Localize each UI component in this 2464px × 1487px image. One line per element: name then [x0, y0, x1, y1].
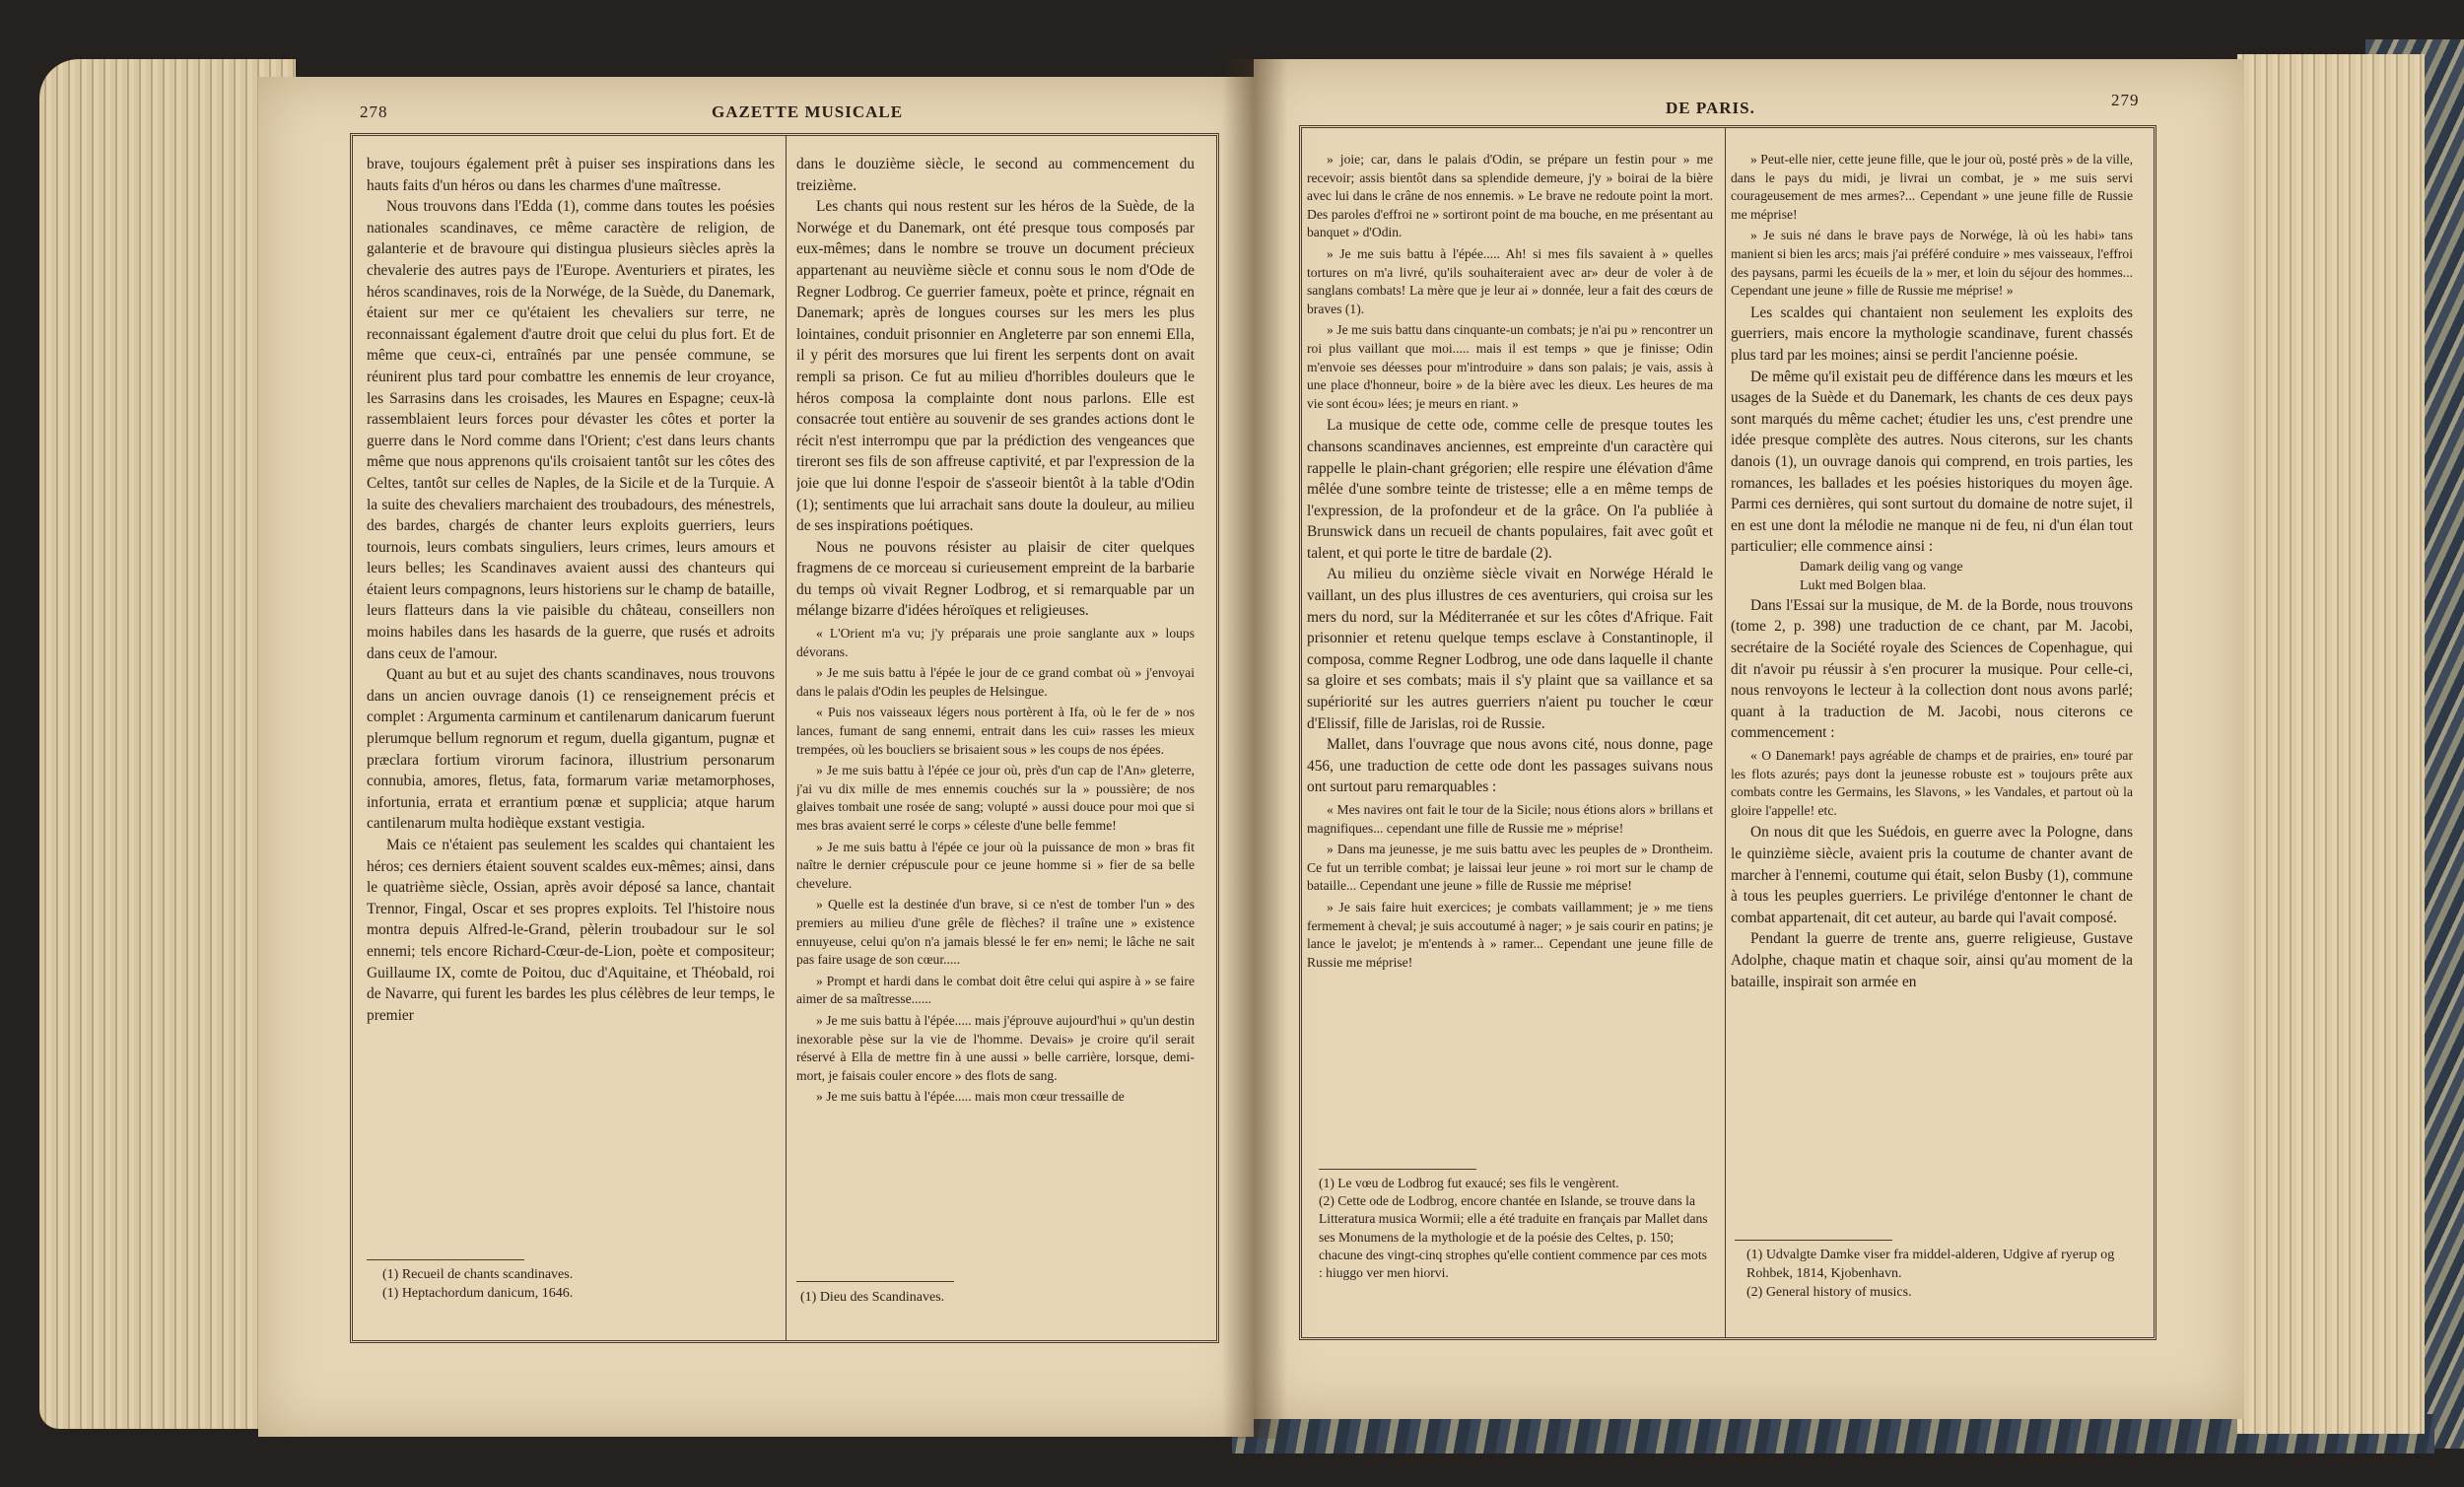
quotation-paragraph: » Peut-elle nier, cette jeune fille, que le jour où, posté près » de la ville, dans le pays du midi, je livrai un combat, je » me suis servi courageusement de mes armes?... Cependant » une jeune fille de Russie me méprise!: [1731, 152, 2133, 222]
left-running-head: GAZETTE MUSICALE: [712, 102, 904, 121]
paragraph: Dans l'Essai sur la musique, de M. de la Borde, nous trouvons (tome 2, p. 398) une traduction de ce chant, par M. Jacobi, secrétaire de la Société royale des Sciences de Copenhague, qui dit n'avoir pu réussir à s'en procurer la musique. Pour celle-ci, nous renvoyons le lecteur à la collection dont nous avons parlé; quant à la traduction de M. Jacobi, nous citerons ce commencement :: [1731, 596, 2133, 742]
quotation-paragraph: » Je me suis battu à l'épée le jour de ce grand combat où » j'envoyai dans le palais d'Odin les peuples de Helsingue.: [796, 665, 1195, 699]
paragraph: Pendant la guerre de trente ans, guerre religieuse, Gustave Adolphe, chaque matin et chaque soir, ainsi qu'au moment de la bataille, inspirait son armée en: [1731, 930, 2133, 990]
paragraph: Mallet, dans l'ouvrage que nous avons cité, nous donne, page 456, une traduction de cette ode dont les passages suivans nous ont surtout paru remarquables :: [1307, 736, 1713, 796]
quotation-paragraph: « Puis nos vaisseaux légers nous portèrent à Ifa, où le fer de » nos lances, fumant de sang ennemi, entrait dans les cui» rasses les mieux trempées, où les boucliers se brisaient sous » les coups de nos épées.: [796, 705, 1195, 757]
right-page-number: 279: [2111, 91, 2140, 109]
paragraph: Nous trouvons dans l'Edda (1), comme dans toutes les poésies nationales scandinaves, ce même caractère de religion, de galanterie et de bravoure qui distingua plusieurs siècles après la chevalerie des autres pays de l'Europe. Aventuriers et pirates, les héros scandinaves, rois de la Norwége, de la Suède, du Danemark, étaient sur mer ce qu'étaient les chevaliers sur terre, ne reconnaissant également d'autre droit que celui du plus fort. Et de même que ceux-ci, entraînés par une pensée commune, se réunirent plus tard pour combattre les ennemis de leur croyance, les Sarrasins dans les croisades, les Maures en Espagne; ceux-là rassemblaient leurs forces pour dévaster les côtes et porter la guerre dans le Nord comme dans l'Orient; c'est dans leurs chants même que nous apprenons qu'ils croisaient tantôt sur les côtes des Celtes, tantôt sur celles de Naples, de la Sicile et de la Turquie. A la suite des chevaliers marchaient des troubadours, des ménestrels, des bardes, chargés de chanter leurs exploits guerriers, leurs tournois, leurs combats singuliers, leurs crimes, leurs amours et leurs belles; les Scandinaves avaient aussi des chanteurs qui étaient leurs compagnons, leurs historiens sur le champ de bataille, leurs flatteurs dans la vie paisible du château, conseillers non moins habiles dans les hasards de la guerre, que rusés et adroits dans ceux de l'amour.: [367, 198, 775, 662]
left-page-column-1-footnotes: [382, 1265, 777, 1303]
quotation-paragraph: » joie; car, dans le palais d'Odin, se prépare un festin pour » me recevoir; assis bientôt dans sa splendide demeure, j'y » boirai de la bière avec lui dans le crâne de nos ennemis. » Le brave ne redoute point la mort. Des paroles d'effroi ne » sortiront point de ma bouche, en me présentant au banquet » d'Odin.: [1307, 152, 1713, 240]
paragraph: Les chants qui nous restent sur les héros de la Suède, de la Norwége et du Danemark, ont été presque tous composés par eux-mêmes; dans le nombre se trouve un document précieux appartenant au neuvième siècle et connu sous le nom d'Ode de Regner Lodbrog. Ce guerrier fameux, poète et prince, régnait en Danemark; après de longues courses sur les mers les plus lointaines, conduit prisonnier en Angleterre par son ennemi Ella, il y périt des morsures que lui firent les serpents dont on avait rempli sa prison. Ce fut au milieu d'horribles douleurs que le héros composa la complainte dont nous parlons. Elle est consacrée tout entière au souvenir de ses grandes actions dont le récit n'est interrompu que par la prédiction des vengeances que tireront ses fils de son affreuse captivité, et par l'expression de la joie que lui donne l'espoir de s'asseoir bientôt à la table d'Odin (1); sentiments que lui arrachait sans doute la douleur, au milieu de ses inspirations poétiques.: [796, 198, 1195, 535]
footnote: (1) Udvalgte Damke viser fra middel-alderen, Udgive af ryerup og Rohbek, 1814, Kjobenhavn.: [1746, 1248, 2115, 1281]
right-column-rule: [1725, 128, 1726, 1337]
quotation-paragraph: » Je me suis battu dans cinquante-un combats; je n'ai pu » rencontrer un roi plus vaillant que moi..... mais il est temps » que je finisse; Odin m'envoie ses déesses pour m'introduire » dans son palais; je vais, assis à une place d'honneur, boire » de la bière avec les dieux. Les heures de ma vie sont écou» lées; je meurs en riant. »: [1307, 322, 1713, 411]
quotation-paragraph: » Je me suis battu à l'épée ce jour où la puissance de mon » bras fit naître le dernier crépuscule pour ce jeune homme si » fier de sa belle chevelure.: [796, 839, 1195, 891]
paragraph: De même qu'il existait peu de différence dans les mœurs et les usages de la Suède et du Danemark, les chants de ces deux pays sont marqués du même cachet; étudier les uns, c'est prendre une idée presque complète des autres. Nous citerons, sur les chants danois (1), un ouvrage danois qui comprend, en trois parties, les romances, les ballades et les poésies historiques du moyen âge. Parmi ces dernières, qui sont surtout du domaine de notre sujet, il en est une dont la mélodie ne manque ni de feu, ni d'un élan tout particulier; elle commence ainsi :: [1731, 368, 2133, 556]
right-page-column-1: [1307, 148, 1713, 1163]
paragraph: Nous ne pouvons résister au plaisir de citer quelques fragmens de ce morceau si curieusement empreint de la barbarie du temps où vivait Regner Lodbrog, et si remarquable par un mélange bizarre d'idées héroïques et religieuses.: [796, 538, 1195, 620]
quotation-paragraph: « Mes navires ont fait le tour de la Sicile; nous étions alors » brillans et magnifiques... cependant une fille de Russie me » méprise!: [1307, 802, 1713, 836]
quotation-paragraph: » Je suis né dans le brave pays de Norwége, là où les habi» tans manient si bien les arcs; mais j'ai préféré conduire » mes vaisseaux, l'effroi des paysans, parmi les écueils de la » mer, et loin du séjour des hommes... Cependant une jeune » fille de Russie me méprise! »: [1731, 228, 2133, 299]
left-page-column-2-footnotes: [800, 1288, 1195, 1307]
paragraph: dans le douzième siècle, le second au commencement du treizième.: [796, 156, 1195, 194]
verse-line: Damark deilig vang og vange: [1800, 559, 1963, 575]
left-page-column-2: [796, 154, 1195, 1277]
footnote: (1) Dieu des Scandinaves.: [800, 1290, 945, 1305]
left-page-stack-edge: [39, 59, 296, 1429]
paragraph: Les scaldes qui chantaient non seulement les exploits des guerriers, mais encore la mythologie scandinave, furent chassés plus tard par les moines; ainsi se perdit l'ancienne poésie.: [1731, 304, 2133, 364]
footnote-rule: [1735, 1240, 1892, 1241]
paragraph: Au milieu du onzième siècle vivait en Norwége Hérald le vaillant, un des plus illustres de ces aventuriers, qui croisa sur les mers du nord, sur la Méditerranée et sur les côtes d'Afrique. Fait prisonnier et retenu quelque temps esclave à Constantinople, il composa, comme Regner Lodbrog, une ode dans laquelle il chante sa gloire et ses combats; mais il s'y plaint que sa vaillance et sa supériorité sur les autres guerriers n'aient pu toucher le cœur d'Elissif, fille de Jarislas, roi de Russie.: [1307, 566, 1713, 732]
left-page-number: 278: [360, 102, 388, 121]
footnote-rule: [1319, 1169, 1476, 1170]
footnote: (2) General history of musics.: [1746, 1285, 1912, 1300]
quotation-paragraph: » Prompt et hardi dans le combat doit être celui qui aspire à » se faire aimer de sa maîtresse......: [796, 973, 1195, 1007]
footnote-rule: [367, 1259, 524, 1260]
paragraph: Quant au but et au sujet des chants scandinaves, nous trouvons dans un ancien ouvrage danois (1) ce renseignement précis et complet : Argumenta carminum et cantilenarum danicarum fuerunt plerumque bellum regnorum et regum, duella gigantum, pugnæ et præclara fortium virorum facinora, illustrium personarum connubia, amores, fletus, fata, formarum variæ metamorphoses, infortunia, errata et errantium pœnæ et supplicia; atque harum cantilenarum multa hodièque exstant vestigia.: [367, 666, 775, 833]
book-gutter: [1222, 59, 1287, 1439]
quotation-paragraph: « L'Orient m'a vu; j'y préparais une proie sanglante aux » loups dévorans.: [796, 626, 1195, 659]
footnote: (1) Heptachordum danicum, 1646.: [382, 1286, 574, 1301]
left-column-rule: [786, 136, 787, 1340]
quotation-paragraph: « O Danemark! pays agréable de champs et de prairies, en» touré par les flots azurés; pays dont la jeunesse robuste est » toujours prête aux combats contre les Germains, les Slavons, » les Vandales, et partout où la gloire l'appelle! etc.: [1731, 748, 2133, 818]
footnote: (1) Le vœu de Lodbrog fut exaucé; ses fils le vengèrent.: [1319, 1176, 1619, 1190]
left-page-column-1: [367, 154, 775, 1248]
quotation-paragraph: » Je sais faire huit exercices; je combats vaillamment; je » me tiens fermement à cheval; je suis accoutumé à nager; » je sais courir en patins; je lance le javelot; je m'entends à » ramer... Cependant une jeune fille de Russie me méprise!: [1307, 899, 1713, 970]
quotation-paragraph: » Je me suis battu à l'épée..... mais j'éprouve aujourd'hui » qu'un destin inexorable pèse sur la vie de l'homme. Devais» je croire qu'il serait réservé à Ella de mettre fin à une aussi » belle carrière, lorsque, demi-mort, je faisais couler encore » des flots de sang.: [796, 1012, 1195, 1083]
paragraph: La musique de cette ode, comme celle de presque toutes les chansons scandinaves anciennes, est empreinte d'un caractère qui rappelle le plain-chant grégorien; elle respire une élévation d'âme mêlée d'une sombre teinte de tristesse; elle a en même temps de l'expression, de la profondeur et de la grâce. On l'a publiée à Brunswick dans un recueil de chants populaires, fait avec goût et talent, et qui porte le titre de bardale (2).: [1307, 417, 1713, 562]
verse-line: Lukt med Bolgen blaa.: [1800, 577, 1927, 593]
quotation-paragraph: » Dans ma jeunesse, je me suis battu avec les peuples de » Drontheim. Ce fut un terrible combat; je laissai leur jeune » roi mort sur le champ de bataille... Cependant une jeune » fille de Russie me méprise!: [1307, 842, 1713, 894]
quotation-paragraph: » Quelle est la destinée d'un brave, si ce n'est de tomber l'un » des premiers au milieu d'une grêle de flèches? il traîne une » existence ennuyeuse, celui qu'on n'a jamais blessé le fer en» nemi; le lâche ne sait pas faire usage de son cœur.....: [796, 897, 1195, 968]
right-page-column-2: [1731, 148, 2133, 1232]
right-page-column-2-footnotes: [1746, 1246, 2133, 1302]
footnote-rule: [796, 1281, 954, 1282]
right-page-column-1-footnotes: [1319, 1175, 1713, 1282]
paragraph: brave, toujours également prêt à puiser ses inspirations dans les hauts faits d'un héros ou dans les charmes d'une maîtresse.: [367, 156, 775, 194]
quotation-paragraph: » Je me suis battu à l'épée..... Ah! si mes fils savaient à » quelles tortures on m'a livré, qu'ils souhaiteraient avec ar» deur de voler à de sanglans combats! La mère que je leur ai » donnée, leur a fait des cœurs de braves (1).: [1307, 245, 1713, 316]
footnote: (2) Cette ode de Lodbrog, encore chantée en Islande, se trouve dans la Litteratura musica Wormii; elle a été traduite en français par Mallet dans ses Monumens de la mythologie et de la poésie des Celtes, p. 150; chacune des vingt-cinq strophes qu'elle contient commence par ces mots : hiuggo ver men hiorvi.: [1319, 1193, 1708, 1281]
footnote: (1) Recueil de chants scandinaves.: [382, 1267, 574, 1282]
quotation-paragraph: » Je me suis battu à l'épée ce jour où, près d'un cap de l'An» gleterre, j'ai vu dix mille de mes ennemis couchés sur la » poussière; de nos glaives tombait une rosée de sang; volupté » aussi douce pour moi que si mes bras avaient serré le corps » céleste d'une belle femme!: [796, 763, 1195, 833]
paragraph: Mais ce n'étaient pas seulement les scaldes qui chantaient les héros; ces derniers étaient souvent scaldes eux-mêmes; ainsi, dans le quatrième siècle, Ossian, après avoir déposé sa lance, chantait Trennor, Fingal, Oscar et ses propres exploits. Tel l'histoire nous montra depuis Alfred-le-Grand, pèlerin troubadour sur le sol ennemi; tels encore Richard-Cœur-de-Lion, poète et compositeur; Guillaume IX, comte de Poitou, duc d'Aquitaine, et Théobald, roi de Navarre, qui furent les bardes les plus célèbres de leur temps, le premier: [367, 837, 775, 1024]
right-page-stack-edge: [2237, 54, 2425, 1434]
right-running-head: DE PARIS.: [1666, 99, 1755, 117]
paragraph: On nous dit que les Suédois, en guerre avec la Pologne, dans le quinzième siècle, avaient pris la coutume de chanter avant de marcher à l'ennemi, coutume qui était, selon Busby (1), commune à tous les peuples guerriers. Le privilége d'entonner le chant de combat appartenait, dit cet auteur, au barde qui l'avait composé.: [1731, 824, 2133, 926]
quotation-paragraph: » Je me suis battu à l'épée..... mais mon cœur tressaille de: [816, 1089, 1125, 1105]
